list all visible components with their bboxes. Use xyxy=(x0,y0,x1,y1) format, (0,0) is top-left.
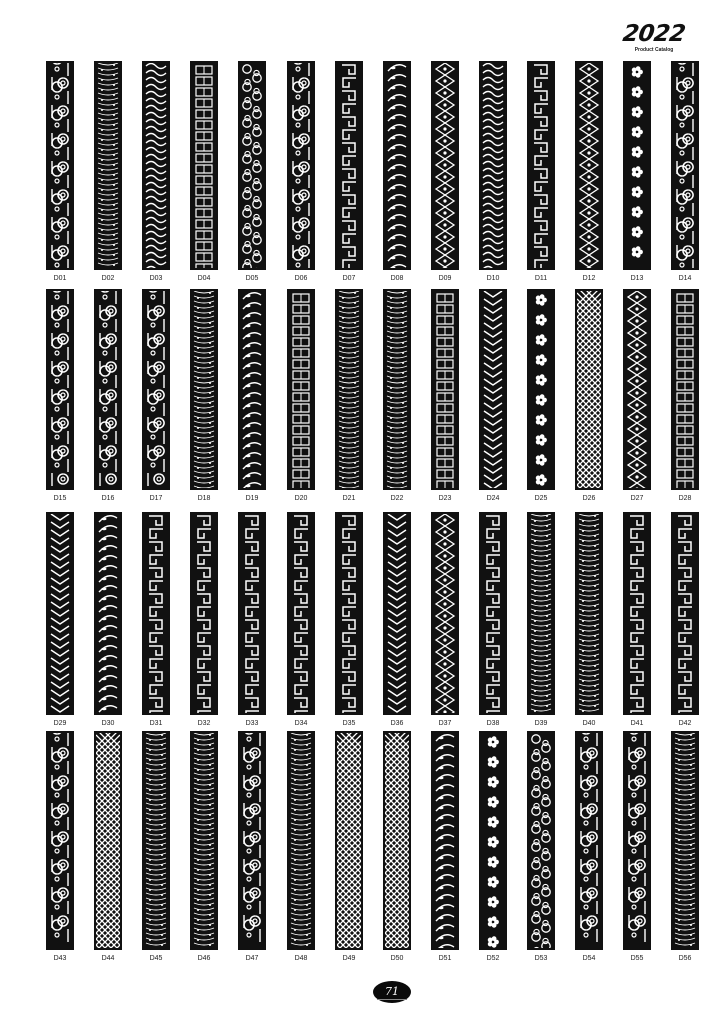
panel-code: D55 xyxy=(630,955,644,962)
screen-panel xyxy=(142,512,170,715)
panel-code: D32 xyxy=(197,720,211,727)
panel-code: D51 xyxy=(438,955,452,962)
panel-code: D14 xyxy=(678,275,692,282)
panel-code: D35 xyxy=(342,720,356,727)
panel-pattern xyxy=(96,733,120,948)
screen-panel xyxy=(623,731,651,950)
screen-panel xyxy=(479,289,507,490)
panel-pattern xyxy=(385,291,409,488)
panel-code: D41 xyxy=(630,720,644,727)
panel-code: D03 xyxy=(149,275,163,282)
screen-panel xyxy=(479,731,507,950)
panel-pattern xyxy=(577,733,601,948)
panel-code: D11 xyxy=(534,275,548,282)
screen-panel xyxy=(190,289,218,490)
panel-pattern xyxy=(673,514,697,713)
screen-panel xyxy=(94,512,122,715)
panel-pattern xyxy=(48,733,72,948)
screen-panel xyxy=(383,289,411,490)
screen-panel xyxy=(575,731,603,950)
panel-code: D08 xyxy=(390,275,404,282)
panel-code: D09 xyxy=(438,275,452,282)
panel-code: D54 xyxy=(582,955,596,962)
panel-pattern xyxy=(96,514,120,713)
screen-panel xyxy=(527,289,555,490)
screen-panel xyxy=(94,731,122,950)
screen-panel xyxy=(335,61,363,270)
screen-panel xyxy=(335,512,363,715)
panel-code: D40 xyxy=(582,720,596,727)
panel-pattern xyxy=(48,63,72,268)
screen-panel xyxy=(46,731,74,950)
panel-pattern xyxy=(289,291,313,488)
panel-pattern xyxy=(48,291,72,488)
panel-code: D43 xyxy=(53,955,67,962)
panel-code: D47 xyxy=(245,955,259,962)
screen-panel xyxy=(46,512,74,715)
screen-panel xyxy=(383,731,411,950)
panel-pattern xyxy=(385,514,409,713)
panel-pattern xyxy=(529,63,553,268)
panel-code: D44 xyxy=(101,955,115,962)
panel-code: D06 xyxy=(294,275,308,282)
panel-code: D42 xyxy=(678,720,692,727)
panel-code: D53 xyxy=(534,955,548,962)
screen-panel xyxy=(575,289,603,490)
page-number: 71 xyxy=(373,981,411,1003)
screen-panel xyxy=(479,512,507,715)
screen-panel xyxy=(479,61,507,270)
screen-panel xyxy=(671,61,699,270)
panel-pattern xyxy=(192,514,216,713)
panel-code: D02 xyxy=(101,275,115,282)
panel-code: D45 xyxy=(149,955,163,962)
panel-code: D49 xyxy=(342,955,356,962)
screen-panel xyxy=(190,731,218,950)
screen-panel xyxy=(287,289,315,490)
panel-code: D20 xyxy=(294,495,308,502)
panel-code: D13 xyxy=(630,275,644,282)
panel-code: D05 xyxy=(245,275,259,282)
panel-pattern xyxy=(96,63,120,268)
panel-code: D46 xyxy=(197,955,211,962)
screen-panel xyxy=(238,61,266,270)
panel-pattern xyxy=(240,733,264,948)
panel-code: D56 xyxy=(678,955,692,962)
panel-code: D29 xyxy=(53,720,67,727)
panel-code: D25 xyxy=(534,495,548,502)
screen-panel xyxy=(623,512,651,715)
screen-panel xyxy=(238,731,266,950)
screen-panel xyxy=(142,61,170,270)
panel-pattern xyxy=(529,291,553,488)
panel-pattern xyxy=(385,63,409,268)
panel-pattern xyxy=(289,63,313,268)
screen-panel xyxy=(671,512,699,715)
panel-pattern xyxy=(673,733,697,948)
screen-panel xyxy=(142,289,170,490)
panel-pattern xyxy=(337,63,361,268)
panel-pattern xyxy=(481,733,505,948)
panel-pattern xyxy=(337,733,361,948)
screen-panel xyxy=(575,61,603,270)
panel-pattern xyxy=(337,514,361,713)
screen-panel xyxy=(46,61,74,270)
panel-pattern xyxy=(673,291,697,488)
panel-code: D10 xyxy=(486,275,500,282)
panel-code: D26 xyxy=(582,495,596,502)
screen-panel xyxy=(287,512,315,715)
screen-panel xyxy=(383,512,411,715)
panel-code: D52 xyxy=(486,955,500,962)
panel-pattern xyxy=(433,514,457,713)
panel-pattern xyxy=(577,514,601,713)
panel-code: D23 xyxy=(438,495,452,502)
screen-panel xyxy=(238,512,266,715)
screen-panel xyxy=(287,731,315,950)
panel-pattern xyxy=(48,514,72,713)
screen-panel xyxy=(431,61,459,270)
panel-pattern xyxy=(481,514,505,713)
catalog-subtitle: Product Catalog xyxy=(634,47,674,53)
screen-panel xyxy=(383,61,411,270)
panel-code: D38 xyxy=(486,720,500,727)
panel-code: D33 xyxy=(245,720,259,727)
panel-code: D24 xyxy=(486,495,500,502)
screen-panel xyxy=(190,512,218,715)
screen-panel xyxy=(623,289,651,490)
panel-code: D30 xyxy=(101,720,115,727)
screen-panel xyxy=(94,289,122,490)
catalog-year: 2022 xyxy=(621,21,687,47)
screen-panel xyxy=(238,289,266,490)
screen-panel xyxy=(190,61,218,270)
panel-code: D27 xyxy=(630,495,644,502)
panel-pattern xyxy=(577,63,601,268)
screen-panel xyxy=(335,731,363,950)
panel-code: D21 xyxy=(342,495,356,502)
screen-panel xyxy=(671,289,699,490)
panel-code: D31 xyxy=(149,720,163,727)
panel-pattern xyxy=(240,63,264,268)
panel-pattern xyxy=(673,63,697,268)
panel-code: D48 xyxy=(294,955,308,962)
panel-code: D12 xyxy=(582,275,596,282)
panel-pattern xyxy=(240,514,264,713)
panel-code: D50 xyxy=(390,955,404,962)
panel-pattern xyxy=(529,733,553,948)
panel-code: D04 xyxy=(197,275,211,282)
panel-pattern xyxy=(144,63,168,268)
screen-panel xyxy=(431,512,459,715)
panel-pattern xyxy=(481,291,505,488)
panel-pattern xyxy=(240,291,264,488)
panel-pattern xyxy=(144,514,168,713)
panel-code: D15 xyxy=(53,495,67,502)
screen-panel xyxy=(623,61,651,270)
panel-code: D16 xyxy=(101,495,115,502)
panel-code: D18 xyxy=(197,495,211,502)
panel-pattern xyxy=(433,733,457,948)
panel-pattern xyxy=(96,291,120,488)
panel-pattern xyxy=(144,291,168,488)
panel-code: D36 xyxy=(390,720,404,727)
panel-pattern xyxy=(192,63,216,268)
panel-pattern xyxy=(289,733,313,948)
screen-panel xyxy=(431,289,459,490)
panel-code: D34 xyxy=(294,720,308,727)
screen-panel xyxy=(527,731,555,950)
panel-pattern xyxy=(577,291,601,488)
panel-pattern xyxy=(529,514,553,713)
panel-pattern xyxy=(192,291,216,488)
panel-code: D37 xyxy=(438,720,452,727)
panel-pattern xyxy=(433,291,457,488)
panel-code: D07 xyxy=(342,275,356,282)
panel-code: D17 xyxy=(149,495,163,502)
screen-panel xyxy=(431,731,459,950)
panel-pattern xyxy=(289,514,313,713)
panel-code: D22 xyxy=(390,495,404,502)
panel-pattern xyxy=(385,733,409,948)
panel-pattern xyxy=(625,514,649,713)
panel-code: D28 xyxy=(678,495,692,502)
screen-panel xyxy=(335,289,363,490)
screen-panel xyxy=(671,731,699,950)
panel-pattern xyxy=(625,291,649,488)
panel-pattern xyxy=(625,63,649,268)
panel-pattern xyxy=(192,733,216,948)
screen-panel xyxy=(94,61,122,270)
panel-pattern xyxy=(481,63,505,268)
screen-panel xyxy=(575,512,603,715)
screen-panel xyxy=(527,512,555,715)
panel-pattern xyxy=(433,63,457,268)
panel-pattern xyxy=(337,291,361,488)
panel-pattern xyxy=(625,733,649,948)
panel-pattern xyxy=(144,733,168,948)
panel-code: D01 xyxy=(53,275,67,282)
screen-panel xyxy=(46,289,74,490)
screen-panel xyxy=(527,61,555,270)
screen-panel xyxy=(142,731,170,950)
screen-panel xyxy=(287,61,315,270)
panel-code: D39 xyxy=(534,720,548,727)
panel-code: D19 xyxy=(245,495,259,502)
